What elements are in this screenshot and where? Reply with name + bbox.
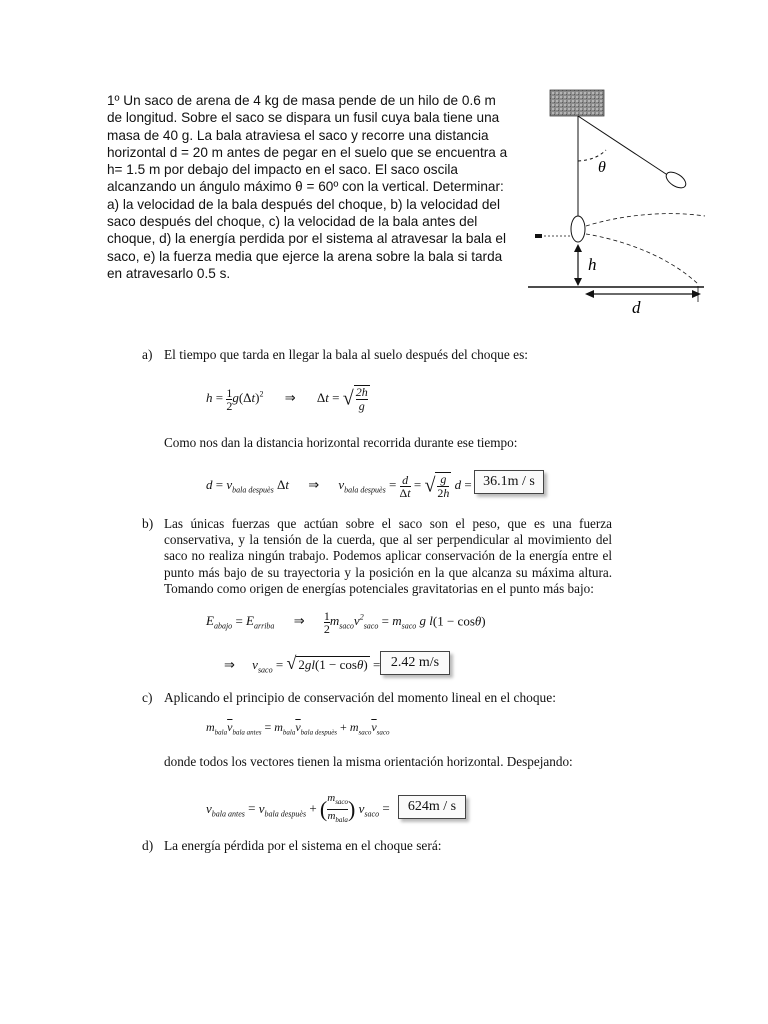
equation-energy: $E_{abajo} = E_{arriba}$ ⇒ $\frac{1}{2}$ $m_{saco}v^2_{saco} = m_{saco}$ g l(1 − cosθ): [206, 609, 486, 636]
part-a-middle: Como nos dan la distancia horizontal recorrida durante ese tiempo:: [164, 435, 518, 450]
string-deflected: [578, 116, 669, 176]
part-d-label: d): [142, 838, 154, 853]
theta-label: θ: [598, 159, 606, 176]
sack: [571, 216, 585, 242]
ceiling-support: [550, 90, 604, 116]
equation-h: h = $\frac{1}{2}$ $g(\Delta t)^2$ ⇒ Δt = √ $\frac{2h}{g}$: [206, 385, 368, 413]
equation-vbala-antes: $v_{bala antes} = v_{bala despuès}$ + ( $m_{saco}$ $m_{bala}$ ) $v_{saco}$ =: [206, 792, 390, 825]
trajectory-upper: [586, 214, 705, 226]
part-c-label: c): [142, 690, 153, 705]
problem-statement: 1º Un saco de arena de 4 kg de masa pende de un hilo de 0.6 m de longitud. Sobre el saco se dispara un fusil cuya bala tiene una masa de 40 g. La bala atraviesa el saco y recorre una distancia horizontal d = 20 m antes de pegar en el suelo que se encuentra a h= 1.5 m por debajo del impacto en el saco. El saco oscila alcanzando un ángulo máximo θ = 60º con la vertical. Determinar: a) la velocidad de la bala después del choque, b) la velocidad del saco después del choque, c) la velocidad de la bala antes del choque, d) la energía perdida por el sistema al atravesar la bala el saco, e) la fuerza media que ejerce la arena sobre la bala si tarda en atravesarlo 0.5 s.: [107, 93, 508, 281]
part-b-label: b): [142, 516, 154, 531]
trajectory-lower: [586, 234, 698, 284]
bullet: [535, 234, 542, 238]
part-c-middle: donde todos los vectores tienen la misma orientación horizontal. Despejando:: [164, 754, 573, 769]
pendulum-figure: [528, 88, 708, 318]
equation-momentum: $m_{bala}\overline{v}_{bala antes} = m_{bala}\overline{v}_{bala despuès} + m_{saco}\overline{v}_{saco}$: [206, 720, 390, 737]
sack-displaced: [664, 169, 689, 191]
part-b-text: Las únicas fuerzas que actúan sobre el saco son el peso, que es una fuerza conservativa, y la tensión de la cuerda, que al ser perpendicular al movimiento del saco no realiza ningún trabajo. Podemos aplicar conservación de la energía entre el punto más bajo de su trayectoria y la posición en la que alcanza su máxima altura. Tomando como origen de energías potenciales gravitatorias en el punto más bajo:: [164, 516, 612, 596]
part-a-intro: El tiempo que tarda en llegar la bala al suelo después del choque es:: [164, 347, 529, 362]
h-label: h: [588, 255, 597, 274]
d-label: d: [632, 298, 641, 317]
part-a-label: a): [142, 347, 153, 362]
equation-vsaco: ⇒ $v_{saco}$ = √ 2gl(1 − cosθ) =: [224, 653, 381, 675]
result-c-box: 624m / s: [398, 795, 466, 819]
part-c-intro: Aplicando el principio de conservación del momento lineal en el choque:: [164, 690, 556, 705]
result-b-box: 2.42 m/s: [380, 651, 450, 675]
part-d-intro: La energía pérdida por el sistema en el choque será:: [164, 838, 442, 853]
equation-d: $d = v_{bala despuès}$ Δt ⇒ $v_{bala despuès}$ = $\frac{d}{\Delta t}$ = √ $\frac{g}{2h}$ d =: [206, 472, 472, 500]
result-a-box: 36.1m / s: [474, 470, 544, 494]
